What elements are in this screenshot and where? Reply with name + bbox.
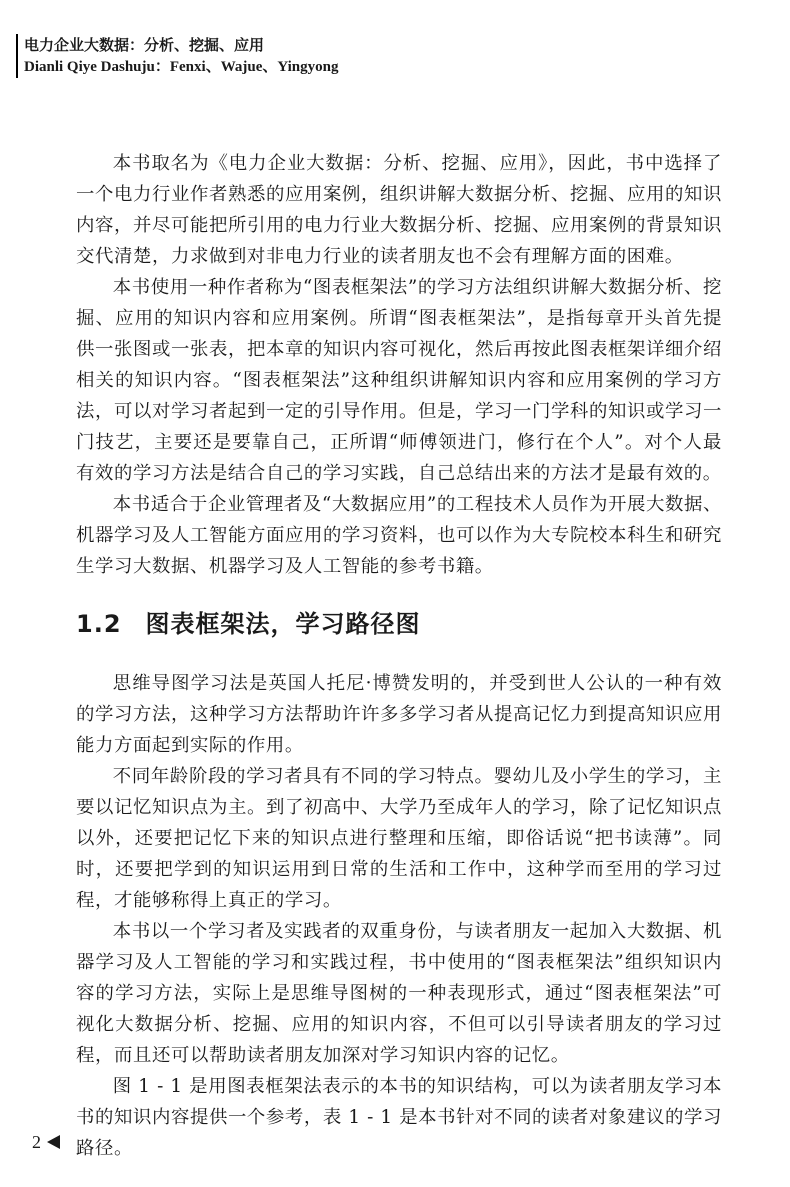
page-number: 2 [32, 1132, 41, 1152]
paragraph: 本书使用一种作者称为“图表框架法”的学习方法组织讲解大数据分析、挖掘、应用的知识内容和应用案例。所谓“图表框架法”，是指每章开头首先提供一张图或一张表，把本章的知识内容可视化，然后再按此图表框架详细介绍相关的知识内容。“图表框架法”这种组织讲解知识内容和应用案例的学习方法，可以对学习者起到一定的引导作用。但是，学习一门学科的知识或学习一门技艺，主要还是要靠自己，正所谓“师傅领进门，修行在个人”。对个人最有效的学习方法是结合自己的学习实践，自己总结出来的方法才是最有效的。 [76, 277, 722, 484]
running-head-title-cn: 电力企业大数据：分析、挖掘、应用 [24, 36, 265, 54]
paragraph: 不同年龄阶段的学习者具有不同的学习特点。婴幼儿及小学生的学习，主要以记忆知识点为主。到了初高中、大学乃至成年人的学习，除了记忆知识点以外，还要把记忆下来的知识点进行整理和压缩，即俗话说“把书读薄”。同时，还要把学到的知识运用到日常的生活和工作中，这种学而至用的学习过程，才能够称得上真正的学习。 [76, 766, 722, 911]
section-heading [76, 604, 722, 644]
paragraph: 图 1 - 1 是用图表框架法表示的本书的知识结构，可以为读者朋友学习本书的知识内容提供一个参考，表 1 - 1 是本书针对不同的读者对象建议的学习路径。 [76, 1076, 722, 1159]
paragraph: 思维导图学习法是英国人托尼·博赞发明的，并受到世人公认的一种有效的学习方法，这种学习方法帮助许许多多学习者从提高记忆力到提高知识应用能力方面起到实际的作用。 [76, 673, 722, 756]
section-title: 图表框架法，学习路径图 [145, 610, 421, 638]
left-triangle-icon [47, 1135, 60, 1149]
paragraph: 本书以一个学习者及实践者的双重身份，与读者朋友一起加入大数据、机器学习及人工智能的学习和实践过程，书中使用的“图表框架法”组织知识内容的学习方法，实际上是思维导图树的一种表现形式，通过“图表框架法”可视化大数据分析、挖掘、应用的知识内容，不但可以引导读者朋友的学习过程，而且还可以帮助读者朋友加深对学习知识内容的记忆。 [76, 921, 722, 1066]
page-folio [32, 1128, 60, 1156]
body-text [76, 148, 722, 1164]
section-number: 1.2 [76, 610, 122, 638]
paragraph: 本书取名为《电力企业大数据：分析、挖掘、应用》，因此，书中选择了一个电力行业作者熟悉的应用案例，组织讲解大数据分析、挖掘、应用的知识内容，并尽可能把所引用的电力行业大数据分析、挖掘、应用案例的背景知识交代清楚，力求做到对非电力行业的读者朋友也不会有理解方面的困难。 [76, 153, 722, 267]
running-head [16, 34, 339, 78]
paragraph: 本书适合于企业管理者及“大数据应用”的工程技术人员作为开展大数据、机器学习及人工智能方面应用的学习资料，也可以作为大专院校本科生和研究生学习大数据、机器学习及人工智能的参考书籍。 [76, 494, 722, 577]
running-head-title-pinyin: Dianli Qiye Dashuju：Fenxi、Wajue、Yingyong [24, 59, 339, 75]
